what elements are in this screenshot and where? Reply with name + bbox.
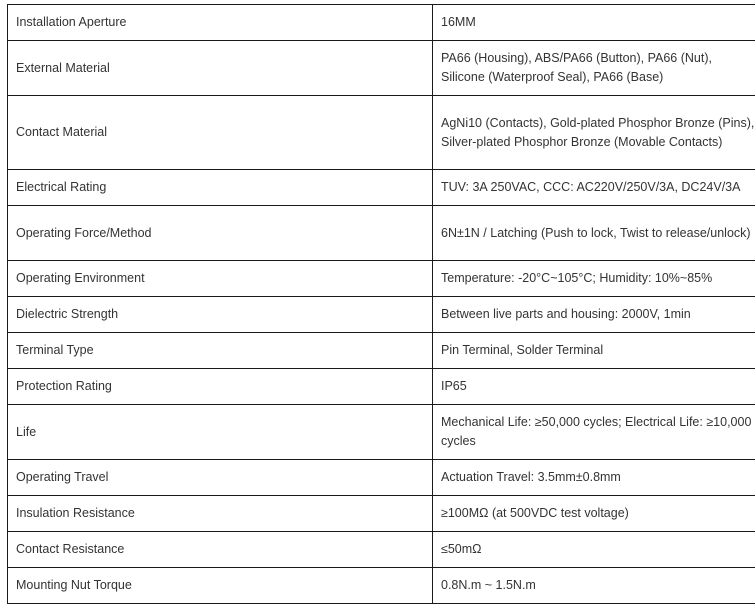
spec-label: Protection Rating	[8, 369, 433, 405]
spec-value: IP65	[433, 369, 755, 405]
spec-label: Electrical Rating	[8, 170, 433, 206]
spec-label: Contact Resistance	[8, 532, 433, 568]
table-row	[8, 496, 755, 532]
spec-label: Life	[8, 405, 433, 460]
spec-value: ≤50mΩ	[433, 532, 755, 568]
spec-value: 0.8N.m ~ 1.5N.m	[433, 568, 755, 604]
spec-label: Operating Force/Method	[8, 206, 433, 261]
spec-label: Terminal Type	[8, 333, 433, 369]
spec-label: Mounting Nut Torque	[8, 568, 433, 604]
table-row	[8, 568, 755, 604]
spec-value: Mechanical Life: ≥50,000 cycles; Electrical Life: ≥10,000 cycles	[433, 405, 755, 460]
spec-value: 6N±1N / Latching (Push to lock, Twist to release/unlock)	[433, 206, 755, 261]
spec-value: Pin Terminal, Solder Terminal	[433, 333, 755, 369]
spec-value: ≥100MΩ (at 500VDC test voltage)	[433, 496, 755, 532]
table-row	[8, 206, 755, 261]
specification-table	[7, 4, 755, 604]
spec-value: Actuation Travel: 3.5mm±0.8mm	[433, 460, 755, 496]
spec-label: Operating Travel	[8, 460, 433, 496]
table-row	[8, 369, 755, 405]
spec-label: Contact Material	[8, 96, 433, 170]
spec-label: Operating Environment	[8, 261, 433, 297]
spec-value: PA66 (Housing), ABS/PA66 (Button), PA66 (Nut), Silicone (Waterproof Seal), PA66 (Base)	[433, 41, 755, 96]
table-row	[8, 41, 755, 96]
spec-value: TUV: 3A 250VAC, CCC: AC220V/250V/3A, DC24V/3A	[433, 170, 755, 206]
spec-label: Dielectric Strength	[8, 297, 433, 333]
spec-label: Installation Aperture	[8, 5, 433, 41]
spec-value: AgNi10 (Contacts), Gold-plated Phosphor Bronze (Pins), Silver-plated Phosphor Bronze (Movable Contacts)	[433, 96, 755, 170]
table-row	[8, 170, 755, 206]
table-row	[8, 333, 755, 369]
table-row	[8, 460, 755, 496]
spec-label: Insulation Resistance	[8, 496, 433, 532]
table-row	[8, 96, 755, 170]
spec-label: External Material	[8, 41, 433, 96]
spec-value: Between live parts and housing: 2000V, 1min	[433, 297, 755, 333]
table-row	[8, 297, 755, 333]
table-row	[8, 532, 755, 568]
spec-value: 16MM	[433, 5, 755, 41]
table-row	[8, 261, 755, 297]
spec-value: Temperature: -20°C~105°C; Humidity: 10%~85%	[433, 261, 755, 297]
table-row	[8, 5, 755, 41]
table-row	[8, 405, 755, 460]
